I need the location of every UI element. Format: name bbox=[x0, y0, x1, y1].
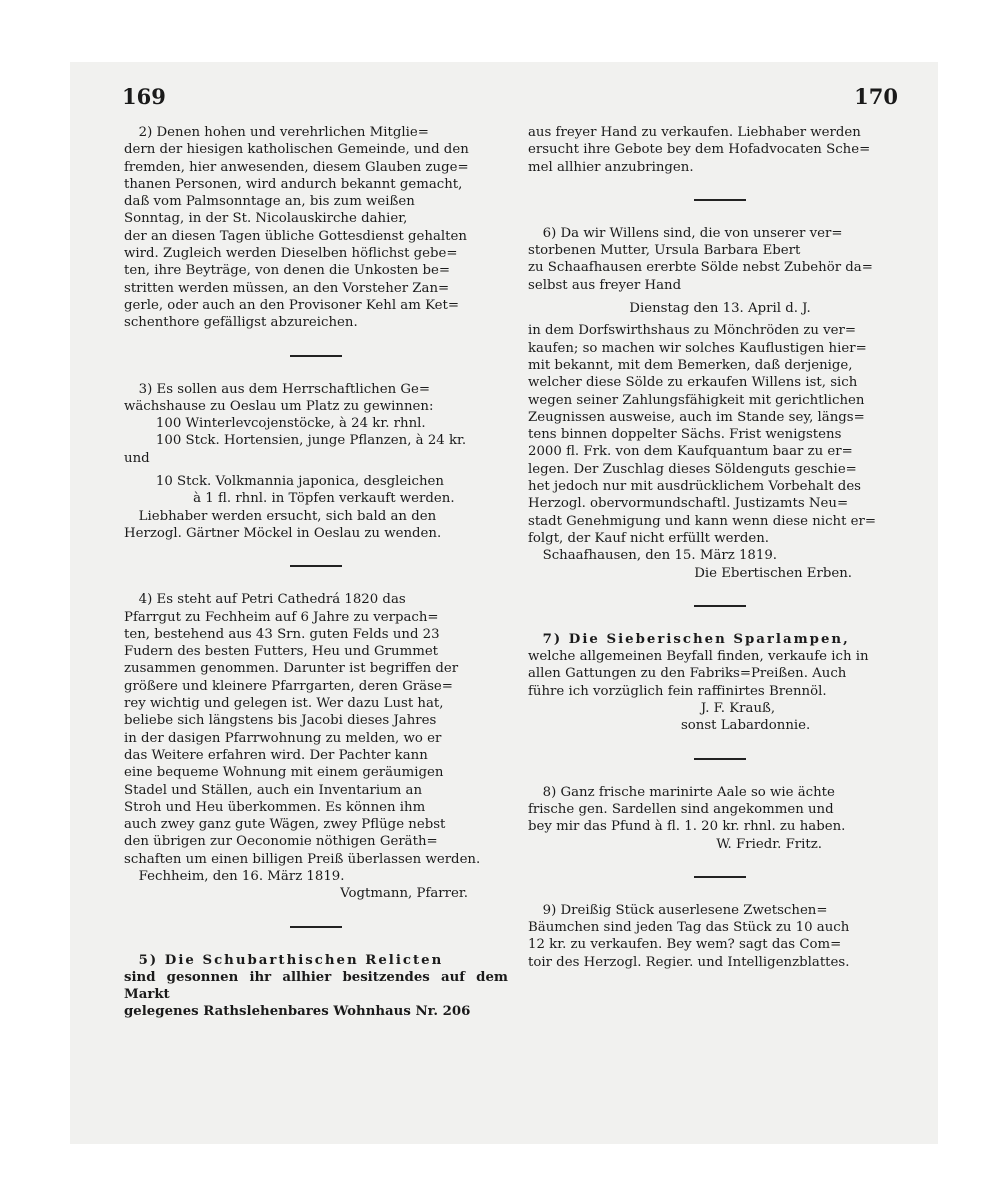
signature-line: W. Friedr. Fritz. bbox=[716, 836, 822, 852]
text-line: het jedoch nur mit ausdrücklichem Vorbehalt des bbox=[528, 479, 862, 495]
text-line: ersucht ihre Gebote bey dem Hofadvocaten Sche= bbox=[528, 142, 871, 158]
text-line: 2) Denen hohen und verehrlichen Mitglie= bbox=[138, 125, 429, 140]
text-line: 5) Die Schubarthischen Relicten bbox=[138, 952, 444, 968]
notice-9-plum-trees bbox=[528, 902, 912, 971]
section-divider bbox=[290, 355, 342, 357]
text-line: 10 Stck. Volkmannia japonica, desgleichen bbox=[155, 474, 444, 490]
text-line: Stroh und Heu überkommen. Es können ihm bbox=[124, 799, 426, 815]
section-divider bbox=[694, 876, 746, 878]
section-divider bbox=[694, 758, 746, 760]
text-line: tens binnen doppelter Sächs. Frist wenigstens bbox=[528, 427, 842, 443]
text-line: Sonntag, in der St. Nicolauskirche dahier, bbox=[124, 211, 408, 227]
text-line: ten, bestehend aus 43 Srn. guten Felds und 23 bbox=[124, 626, 440, 642]
text-line: gerle, oder auch an den Provisoner Kehl am Ket= bbox=[124, 297, 459, 313]
text-line: welche allgemeinen Beyfall finden, verkaufe ich in bbox=[528, 649, 869, 665]
text-line: Liebhaber werden ersucht, sich bald an den bbox=[138, 508, 437, 524]
text-line: toir des Herzogl. Regier. und Intelligenzblattes. bbox=[528, 954, 850, 970]
text-line: 4) Es steht auf Petri Cathedrá 1820 das bbox=[138, 592, 406, 608]
text-line: fremden, hier anwesenden, diesem Glauben zuge= bbox=[124, 159, 469, 175]
text-line: wird. Zugleich werden Dieselben höflichst gebe= bbox=[124, 246, 458, 262]
text-line: Zeugnissen ausweise, auch im Stande sey, längs= bbox=[528, 409, 865, 425]
text-line: wegen seiner Zahlungsfähigkeit mit gerichtlichen bbox=[528, 392, 865, 408]
text-line: allen Gattungen zu den Fabriks=Preißen. Auch bbox=[528, 666, 847, 682]
notice-4-parish-lease bbox=[124, 591, 508, 902]
notice-3-greenhouse-plants bbox=[124, 381, 508, 543]
text-line: Fudern des besten Futters, Heu und Grummet bbox=[124, 644, 439, 660]
text-line: welcher diese Sölde zu erkaufen Willens ist, sich bbox=[528, 375, 858, 391]
text-line: zu Schaafhausen ererbte Sölde nebst Zubehör da= bbox=[528, 260, 873, 276]
text-line: frische gen. Sardellen sind angekommen und bbox=[528, 801, 834, 817]
section-divider bbox=[694, 605, 746, 607]
left-column bbox=[124, 124, 508, 1021]
signature-line: sonst Labardonnie. bbox=[680, 718, 811, 734]
text-line: 100 Stck. Hortensien, junge Pflanzen, à 24 kr. bbox=[155, 433, 467, 449]
text-line: à 1 fl. rhnl. in Töpfen verkauft werden. bbox=[193, 491, 455, 507]
text-line: 2000 fl. Frk. von dem Kaufquantum baar zu er= bbox=[528, 444, 853, 460]
text-line: zusammen genommen. Darunter ist begriffen der bbox=[124, 661, 459, 677]
text-line: auch zwey ganz gute Wägen, zwey Pflüge nebst bbox=[124, 817, 446, 833]
text-line: legen. Der Zuschlag dieses Söldenguts geschie= bbox=[528, 461, 857, 477]
text-line: Pfarrgut zu Fechheim auf 6 Jahre zu verpach= bbox=[124, 609, 439, 625]
text-line: stadt Genehmigung und kann wenn diese nicht er= bbox=[528, 513, 877, 529]
text-line: beliebe sich längstens bis Jacobi dieses Jahres bbox=[124, 713, 437, 729]
text-line: eine bequeme Wohnung mit einem geräumigen bbox=[124, 765, 444, 781]
text-line: gelegenes Rathslehenbares Wohnhaus Nr. 206 bbox=[124, 1004, 471, 1020]
text-line: selbst aus freyer Hand bbox=[528, 277, 682, 293]
text-line: aus freyer Hand zu verkaufen. Liebhaber werden bbox=[528, 125, 861, 140]
text-line: in dem Dorfswirthshaus zu Mönchröden zu ver= bbox=[528, 323, 857, 339]
text-line: 100 Winterlevcojenstöcke, à 24 kr. rhnl. bbox=[155, 416, 426, 432]
text-line: wächshause zu Oeslau um Platz zu gewinnen: bbox=[124, 398, 434, 414]
page-number-right: 170 bbox=[854, 84, 898, 109]
right-column bbox=[528, 124, 912, 971]
text-line: storbenen Mutter, Ursula Barbara Ebert bbox=[528, 243, 801, 259]
text-line: bey mir das Pfund à fl. 1. 20 kr. rhnl. zu haben. bbox=[528, 819, 846, 835]
section-divider bbox=[290, 565, 342, 567]
text-line: mit bekannt, mit dem Bemerken, daß derjenige, bbox=[528, 357, 853, 373]
text-line: 3) Es sollen aus dem Herrschaftlichen Ge= bbox=[138, 381, 431, 397]
text-line: ten, ihre Beyträge, von denen die Unkosten be= bbox=[124, 263, 451, 279]
text-line: Bäumchen sind jeden Tag das Stück zu 10 auch bbox=[528, 920, 850, 936]
text-line: den übrigen zur Oeconomie nöthigen Geräth= bbox=[124, 834, 438, 850]
notice-5-house-sale bbox=[124, 952, 508, 1021]
notice-8-fish bbox=[528, 784, 912, 853]
text-line: schaften um einen billigen Preiß überlassen werden. bbox=[124, 851, 481, 867]
text-line: sind gesonnen ihr allhier besitzendes auf dem Markt bbox=[124, 969, 508, 1003]
text-line: der an diesen Tagen übliche Gottesdienst gehalten bbox=[124, 228, 467, 244]
text-line: und bbox=[124, 450, 150, 466]
text-line: thanen Personen, wird andurch bekannt gemacht, bbox=[124, 176, 463, 192]
signature-line: Vogtmann, Pfarrer. bbox=[340, 886, 468, 902]
text-line: daß vom Palmsonntage an, bis zum weißen bbox=[124, 194, 415, 210]
document-page bbox=[70, 62, 938, 1144]
text-line: führe ich vorzüglich fein raffinirtes Brennöl. bbox=[528, 683, 827, 699]
text-line: 6) Da wir Willens sind, die von unserer ver= bbox=[542, 225, 843, 241]
section-divider bbox=[694, 199, 746, 201]
text-line: rey wichtig und gelegen ist. Wer dazu Lust hat, bbox=[124, 696, 444, 712]
text-line: in der dasigen Pfarrwohnung zu melden, wo er bbox=[124, 730, 442, 746]
signature-line: J. F. Krauß, bbox=[700, 701, 776, 717]
place-date-line: Fechheim, den 16. März 1819. bbox=[138, 868, 345, 884]
notice-2-catholic-service bbox=[124, 124, 508, 332]
place-date-line: Schaafhausen, den 15. März 1819. bbox=[542, 548, 778, 564]
text-line: 7) Die Sieberischen Sparlampen, bbox=[542, 631, 850, 647]
auction-date-line: Dienstag den 13. April d. J. bbox=[629, 301, 811, 317]
text-line: Stadel und Ställen, auch ein Inventarium an bbox=[124, 782, 423, 798]
text-line: 12 kr. zu verkaufen. Bey wem? sagt das Com= bbox=[528, 937, 842, 953]
text-line: schenthore gefälligst abzureichen. bbox=[124, 315, 358, 331]
text-line: dern der hiesigen katholischen Gemeinde, und den bbox=[124, 142, 469, 158]
text-line: das Weitere erfahren wird. Der Pachter kann bbox=[124, 747, 428, 763]
text-line: 8) Ganz frische marinirte Aale so wie ächte bbox=[542, 784, 835, 800]
text-line: kaufen; so machen wir solches Kauflustigen hier= bbox=[528, 340, 867, 356]
page-number-left: 169 bbox=[122, 84, 166, 109]
signature-line: Die Ebertischen Erben. bbox=[694, 565, 852, 581]
notice-6-solde-sale bbox=[528, 225, 912, 582]
notice-5-continuation bbox=[528, 124, 912, 176]
text-line: mel allhier anzubringen. bbox=[528, 159, 694, 175]
text-line: folgt, der Kauf nicht erfüllt werden. bbox=[528, 530, 769, 546]
text-line: 9) Dreißig Stück auserlesene Zwetschen= bbox=[542, 902, 828, 918]
text-line: stritten werden müssen, an den Vorsteher Zan= bbox=[124, 280, 450, 296]
text-line: größere und kleinere Pfarrgarten, deren Gräse= bbox=[124, 678, 453, 694]
notice-7-lamps bbox=[528, 631, 912, 735]
text-line: Herzogl. Gärtner Möckel in Oeslau zu wenden. bbox=[124, 525, 442, 541]
text-line: Herzogl. obervormundschaftl. Justizamts Neu= bbox=[528, 496, 849, 512]
section-divider bbox=[290, 926, 342, 928]
